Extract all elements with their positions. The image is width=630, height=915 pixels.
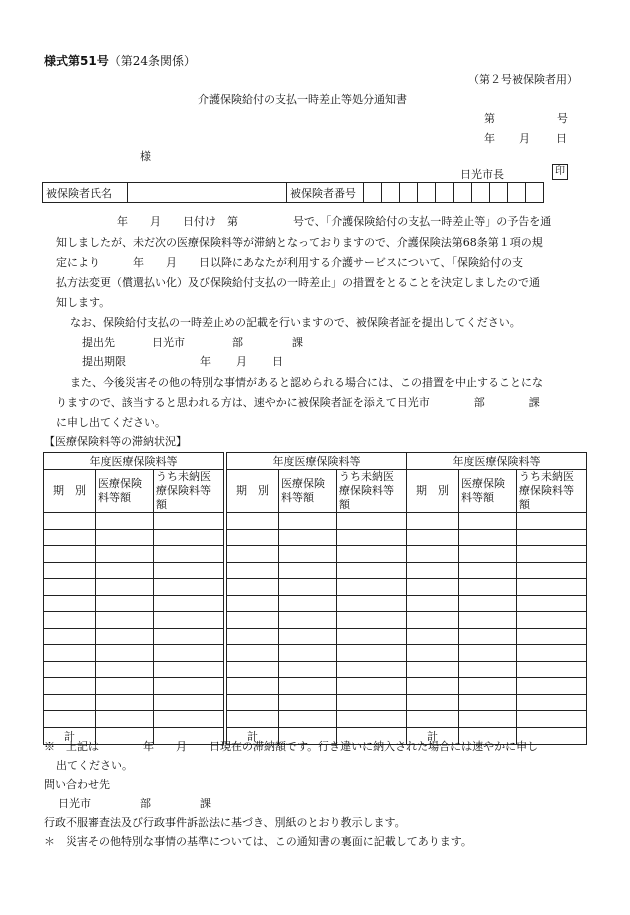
insurance-amount-cell[interactable] — [279, 645, 337, 662]
insurance-amount-cell[interactable] — [96, 529, 154, 546]
submit-to-city: 日光市 — [152, 336, 185, 349]
table-row — [227, 678, 407, 695]
unpaid-amount-cell[interactable] — [154, 661, 224, 678]
insured-number-digit[interactable] — [454, 183, 472, 203]
insurance-amount-cell[interactable] — [459, 694, 517, 711]
insurance-amount-cell[interactable] — [279, 595, 337, 612]
col-unpaid-header: うち未納医療保険料等額 — [154, 470, 224, 513]
table-row — [44, 562, 224, 579]
table-row — [44, 678, 224, 695]
unpaid-amount-cell[interactable] — [517, 645, 587, 662]
table-row — [227, 628, 407, 645]
period-cell[interactable] — [407, 645, 459, 662]
period-cell[interactable] — [227, 546, 279, 563]
insurance-amount-cell[interactable] — [459, 645, 517, 662]
period-cell[interactable] — [407, 513, 459, 530]
insurance-amount-cell[interactable] — [459, 612, 517, 629]
issue-date-year: 年 — [484, 132, 495, 145]
unpaid-amount-cell[interactable] — [154, 529, 224, 546]
deadline-label: 提出期限 — [82, 355, 126, 368]
table-row — [227, 661, 407, 678]
total-label: 計 — [227, 727, 279, 744]
table-row — [407, 562, 587, 579]
insurance-amount-cell[interactable] — [96, 579, 154, 596]
appeal-notice: 行政不服審査法及び行政事件訴訟法に基づき、別紙のとおり教示します。 — [44, 816, 406, 829]
insurance-amount-cell[interactable] — [459, 546, 517, 563]
table-row — [407, 645, 587, 662]
period-cell[interactable] — [44, 711, 96, 728]
table-row — [407, 579, 587, 596]
table-row — [227, 595, 407, 612]
period-cell[interactable] — [407, 661, 459, 678]
insurance-amount-cell[interactable] — [96, 628, 154, 645]
period-cell[interactable] — [44, 612, 96, 629]
insurance-amount-cell[interactable] — [279, 579, 337, 596]
table-row — [227, 645, 407, 662]
unpaid-amount-cell[interactable] — [337, 678, 407, 695]
period-cell[interactable] — [227, 628, 279, 645]
unpaid-amount-cell[interactable] — [154, 546, 224, 563]
insurance-amount-cell[interactable] — [459, 579, 517, 596]
table-row — [44, 579, 224, 596]
insurance-amount-cell[interactable] — [459, 678, 517, 695]
body-p1-line5: 知します。 — [56, 296, 111, 309]
table-row — [227, 579, 407, 596]
unpaid-amount-cell[interactable] — [154, 628, 224, 645]
table-row — [407, 711, 587, 728]
insurance-amount-cell[interactable] — [459, 661, 517, 678]
insured-number-digit[interactable] — [436, 183, 454, 203]
body-p1-line3: 定により 年 月 日以降にあなたが利用する介護サービスについて、「保険給付の支 — [56, 256, 524, 269]
table-row — [407, 529, 587, 546]
period-cell[interactable] — [407, 612, 459, 629]
unpaid-amount-cell[interactable] — [517, 546, 587, 563]
fiscal-year-header: 年度医療保険料等 — [227, 453, 407, 470]
unpaid-amount-cell[interactable] — [154, 562, 224, 579]
arrears-section-title: 【医療保険料等の滞納状況】 — [44, 435, 187, 448]
insurance-amount-cell[interactable] — [459, 562, 517, 579]
unpaid-amount-cell[interactable] — [517, 579, 587, 596]
unpaid-amount-cell[interactable] — [517, 595, 587, 612]
insurance-amount-cell[interactable] — [96, 595, 154, 612]
period-cell[interactable] — [407, 628, 459, 645]
col-period-header: 期 別 — [44, 470, 96, 513]
unpaid-amount-cell[interactable] — [154, 645, 224, 662]
insurance-amount-cell[interactable] — [96, 711, 154, 728]
period-cell[interactable] — [407, 678, 459, 695]
note-asterisk-line2: 出てください。 — [56, 759, 133, 772]
unpaid-amount-cell[interactable] — [517, 678, 587, 695]
table-row — [407, 513, 587, 530]
unpaid-amount-cell[interactable] — [517, 711, 587, 728]
insurance-amount-cell[interactable] — [279, 612, 337, 629]
table-row — [227, 546, 407, 563]
unpaid-amount-cell[interactable] — [337, 513, 407, 530]
table-row — [407, 628, 587, 645]
insurance-amount-cell[interactable] — [279, 529, 337, 546]
body-p1-line1: 年 月 日付け 第 号で、「介護保険給付の支払一時差止等」の予告を通 — [117, 215, 552, 228]
insurance-amount-cell[interactable] — [459, 513, 517, 530]
insurance-amount-cell[interactable] — [96, 645, 154, 662]
unpaid-amount-cell[interactable] — [517, 661, 587, 678]
unpaid-amount-cell[interactable] — [337, 595, 407, 612]
unpaid-amount-cell[interactable] — [337, 562, 407, 579]
insured-number-digit[interactable] — [364, 183, 382, 203]
body-p3-line3: に申し出てください。 — [56, 416, 166, 429]
unpaid-amount-cell[interactable] — [337, 612, 407, 629]
table-row — [407, 612, 587, 629]
unpaid-amount-cell[interactable] — [154, 711, 224, 728]
insured-number-digit[interactable] — [472, 183, 490, 203]
unpaid-amount-cell[interactable] — [337, 546, 407, 563]
document-title: 介護保険給付の支払一時差止等処分通知書 — [198, 93, 407, 106]
insurance-amount-cell[interactable] — [279, 562, 337, 579]
period-cell[interactable] — [227, 711, 279, 728]
period-cell[interactable] — [44, 562, 96, 579]
unpaid-amount-cell[interactable] — [517, 694, 587, 711]
deadline-day: 日 — [272, 355, 283, 368]
insured-info-table — [42, 182, 544, 203]
issue-number-prefix: 第 — [484, 112, 495, 125]
unpaid-amount-cell[interactable] — [154, 678, 224, 695]
period-cell[interactable] — [407, 562, 459, 579]
period-cell[interactable] — [407, 595, 459, 612]
insured-name-label: 被保険者氏名 — [43, 183, 128, 203]
unpaid-amount-cell[interactable] — [337, 661, 407, 678]
period-cell[interactable] — [227, 645, 279, 662]
period-cell[interactable] — [407, 579, 459, 596]
insurance-amount-cell[interactable] — [96, 546, 154, 563]
table-row — [227, 513, 407, 530]
insurance-amount-cell[interactable] — [279, 513, 337, 530]
insurance-amount-cell[interactable] — [279, 694, 337, 711]
insured-number-digit[interactable] — [490, 183, 508, 203]
table-row — [407, 661, 587, 678]
submit-to-label: 提出先 — [82, 336, 115, 349]
total-label: 計 — [44, 727, 96, 744]
period-cell[interactable] — [227, 513, 279, 530]
fiscal-year-header: 年度医療保険料等 — [407, 453, 587, 470]
addressee-suffix: 様 — [140, 150, 151, 163]
deadline-year: 年 — [200, 355, 211, 368]
insured-number-digit[interactable] — [382, 183, 400, 203]
table-row — [44, 694, 224, 711]
unpaid-amount-cell[interactable] — [337, 711, 407, 728]
period-cell[interactable] — [44, 661, 96, 678]
period-cell[interactable] — [227, 595, 279, 612]
period-cell[interactable] — [407, 694, 459, 711]
insurance-amount-cell[interactable] — [459, 711, 517, 728]
unpaid-amount-cell[interactable] — [337, 579, 407, 596]
table-row — [44, 612, 224, 629]
arrears-table — [226, 452, 407, 745]
table-row — [44, 645, 224, 662]
table-row — [227, 711, 407, 728]
period-cell[interactable] — [227, 579, 279, 596]
period-cell[interactable] — [44, 678, 96, 695]
insurance-amount-cell[interactable] — [459, 628, 517, 645]
insurance-amount-cell[interactable] — [279, 546, 337, 563]
body-p1-line4: 払方法変更（償還払い化）及び保険給付支払の一時差止」の措置をとることを決定しましたので通 — [56, 276, 540, 289]
contact-city: 日光市 — [58, 797, 91, 810]
table-row — [407, 678, 587, 695]
unpaid-amount-cell[interactable] — [517, 628, 587, 645]
insured-number-label: 被保険者番号 — [287, 183, 364, 203]
body-p2-line1: なお、保険給付支払の一時差止めの記載を行いますので、被保険者証を提出してください。 — [70, 316, 521, 329]
table-row — [44, 546, 224, 563]
unpaid-amount-cell[interactable] — [154, 612, 224, 629]
table-row — [227, 529, 407, 546]
unpaid-amount-cell[interactable] — [154, 579, 224, 596]
unpaid-amount-cell[interactable] — [517, 529, 587, 546]
table-row — [227, 562, 407, 579]
table-row — [44, 529, 224, 546]
insurance-amount-cell[interactable] — [459, 595, 517, 612]
contact-section: 課 — [200, 797, 211, 810]
period-cell[interactable] — [407, 546, 459, 563]
body-p1-line2: 知しましたが、未だ次の医療保険料等が滞納となっておりますので、介護保険法第68条第１項の規 — [56, 236, 543, 249]
period-cell[interactable] — [227, 529, 279, 546]
col-insurance-header: 医療保険料等額 — [279, 470, 337, 513]
insured-number-digit[interactable] — [400, 183, 418, 203]
insurance-amount-cell[interactable] — [96, 612, 154, 629]
unpaid-amount-cell[interactable] — [154, 694, 224, 711]
contact-label: 問い合わせ先 — [44, 778, 110, 791]
body-p3-line1: また、今後災害その他の特別な事情があると認められる場合には、この措置を中止することにな — [70, 376, 543, 389]
insurance-amount-cell[interactable] — [279, 628, 337, 645]
submit-to-section: 課 — [292, 336, 303, 349]
table-row — [227, 612, 407, 629]
unpaid-amount-cell[interactable] — [154, 513, 224, 530]
issue-number-suffix: 号 — [557, 112, 568, 125]
period-cell[interactable] — [227, 661, 279, 678]
unpaid-amount-cell[interactable] — [337, 529, 407, 546]
period-cell[interactable] — [44, 694, 96, 711]
body-p3-line2: りますので、該当すると思われる方は、速やかに被保険者証を添えて日光市 部 課 — [56, 396, 540, 409]
total-label: 計 — [407, 727, 459, 744]
period-cell[interactable] — [227, 612, 279, 629]
col-insurance-header: 医療保険料等額 — [459, 470, 517, 513]
table-row — [44, 595, 224, 612]
seal-box: 印 — [552, 164, 568, 180]
contact-dept: 部 — [140, 797, 151, 810]
insurance-amount-cell[interactable] — [279, 661, 337, 678]
form-number: 様式第51号（第24条関係） — [44, 54, 196, 68]
unpaid-amount-cell[interactable] — [517, 612, 587, 629]
table-row — [44, 661, 224, 678]
unpaid-amount-cell[interactable] — [517, 513, 587, 530]
recipient-type: （第２号被保険者用） — [468, 73, 578, 86]
col-unpaid-header: うち未納医療保険料等額 — [337, 470, 407, 513]
period-cell[interactable] — [227, 694, 279, 711]
period-cell[interactable] — [407, 711, 459, 728]
table-row — [227, 694, 407, 711]
unpaid-amount-cell[interactable] — [337, 645, 407, 662]
issue-date-day: 日 — [556, 132, 567, 145]
unpaid-amount-cell[interactable] — [154, 595, 224, 612]
period-cell[interactable] — [44, 529, 96, 546]
insurance-amount-cell[interactable] — [279, 711, 337, 728]
insured-number-digit[interactable] — [526, 183, 544, 203]
note-asterisk-line1: ※ 上記は 年 月 日現在の滞納額です。行き違いに納入された場合には速やかに申し — [44, 740, 539, 753]
table-row — [44, 711, 224, 728]
period-cell[interactable] — [44, 645, 96, 662]
period-cell[interactable] — [44, 513, 96, 530]
issuer: 日光市長 — [460, 168, 504, 181]
unpaid-amount-cell[interactable] — [337, 628, 407, 645]
insurance-amount-cell[interactable] — [96, 694, 154, 711]
insured-name-field[interactable] — [128, 183, 287, 203]
insured-number-digit[interactable] — [418, 183, 436, 203]
col-period-header: 期 別 — [227, 470, 279, 513]
insurance-amount-cell[interactable] — [96, 513, 154, 530]
arrears-table — [43, 452, 224, 745]
table-row — [44, 513, 224, 530]
period-cell[interactable] — [44, 546, 96, 563]
submit-to-dept: 部 — [232, 336, 243, 349]
insurance-amount-cell[interactable] — [279, 678, 337, 695]
arrears-table — [406, 452, 587, 745]
unpaid-amount-cell[interactable] — [517, 562, 587, 579]
unpaid-amount-cell[interactable] — [337, 694, 407, 711]
table-row — [407, 694, 587, 711]
disaster-notice: ＊ 災害その他特別な事情の基準については、この通知書の裏面に記載してあります。 — [44, 835, 472, 848]
period-cell[interactable] — [227, 562, 279, 579]
insurance-amount-cell[interactable] — [96, 661, 154, 678]
table-row — [407, 546, 587, 563]
col-unpaid-header: うち未納医療保険料等額 — [517, 470, 587, 513]
table-row — [407, 595, 587, 612]
col-period-header: 期 別 — [407, 470, 459, 513]
period-cell[interactable] — [407, 529, 459, 546]
issue-date-month: 月 — [519, 132, 530, 145]
insured-number-digit[interactable] — [508, 183, 526, 203]
table-row — [44, 628, 224, 645]
insurance-amount-cell[interactable] — [96, 562, 154, 579]
fiscal-year-header: 年度医療保険料等 — [44, 453, 224, 470]
insurance-amount-cell[interactable] — [459, 529, 517, 546]
period-cell[interactable] — [44, 579, 96, 596]
deadline-month: 月 — [236, 355, 247, 368]
period-cell[interactable] — [44, 595, 96, 612]
insurance-amount-cell[interactable] — [96, 678, 154, 695]
period-cell[interactable] — [227, 678, 279, 695]
period-cell[interactable] — [44, 628, 96, 645]
col-insurance-header: 医療保険料等額 — [96, 470, 154, 513]
